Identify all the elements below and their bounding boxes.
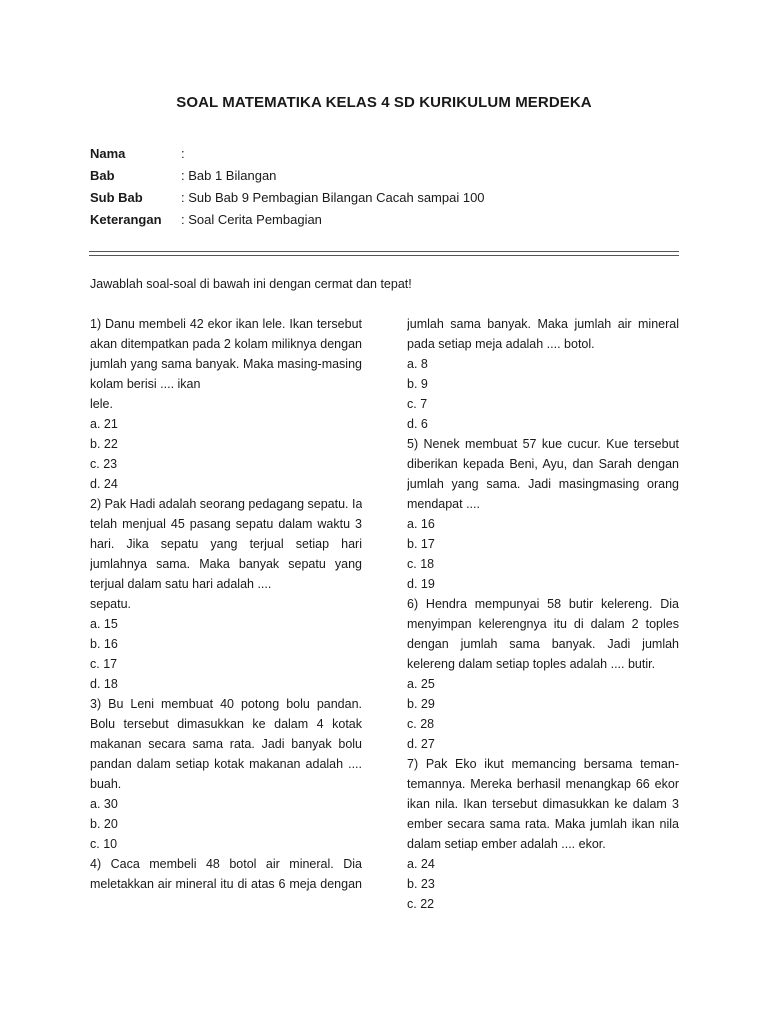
question-line: a. 30 [90,797,118,811]
question-line: a. 24 [407,857,435,871]
question-line: ember secara sama rata. Maka jumlah ikan nila [407,817,679,831]
question-line: d. 6 [407,417,428,431]
question-line: b. 9 [407,377,428,391]
divider-line [89,255,679,256]
meta-value: : Sub Bab 9 Pembagian Bilangan Cacah sampai 100 [181,190,485,205]
question-line: b. 29 [407,697,435,711]
question-line: meletakkan air mineral itu di atas 6 meja dengan [90,877,362,891]
question-line: kelereng dalam setiap toples adalah .... butir. [407,657,656,671]
question-line: a. 16 [407,517,435,531]
meta-label: Keterangan [90,212,162,227]
question-line: c. 17 [90,657,118,671]
question-line: c. 23 [90,457,118,471]
question-line: c. 22 [407,897,435,911]
question-line: menyimpan kelerengnya itu di dalam 2 toples [407,617,679,631]
question-line: makanan secara sama rata. Jadi banyak bolu [90,737,362,751]
meta-value: : [181,146,185,161]
meta-row-nama [90,143,485,165]
question-line: dalam setiap ember adalah .... ekor. [407,837,606,851]
question-line: jumlah yang sama banyak. Maka masing-masing [90,357,362,371]
page-title: SOAL MATEMATIKA KELAS 4 SD KURIKULUM MERDEKA [176,94,592,111]
question-line: 6) Hendra mempunyai 58 butir kelereng. Dia [407,597,679,611]
question-line: 7) Pak Eko ikut memancing bersama teman- [407,757,679,771]
question-line: 3) Bu Leni membuat 40 potong bolu pandan. [90,697,362,711]
question-line: ikan nila. Ikan tersebut dimasukkan ke dalam 3 [407,797,679,811]
question-line: sepatu. [90,597,132,611]
instruction-text: Jawablah soal-soal di bawah ini dengan cermat dan tepat! [90,277,412,291]
question-line: telah menjual 45 pasang sepatu dalam waktu 3 [90,517,362,531]
question-line: jumlahnya sama. Maka banyak sepatu yang [90,557,362,571]
question-line: Bolu tersebut dimasukkan ke dalam 4 kotak [90,717,362,731]
question-line: b. 16 [90,637,118,651]
question-line: a. 21 [90,417,118,431]
divider-line [89,251,679,252]
question-line: c. 7 [407,397,428,411]
question-line: kolam berisi .... ikan [90,377,201,391]
meta-value: : Soal Cerita Pembagian [181,212,322,227]
left-column [90,314,362,894]
right-column [407,314,679,914]
question-line: lele. [90,397,113,411]
question-line: diberikan kepada Beni, Ayu, dan Sarah dengan [407,457,679,471]
question-line: terjual dalam satu hari adalah .... [90,577,272,591]
question-line: jumlah sama banyak. Maka jumlah air mineral [407,317,679,331]
question-line: b. 22 [90,437,118,451]
meta-row-bab [90,165,485,187]
question-line: akan ditempatkan pada 2 kolam miliknya dengan [90,337,362,351]
question-line: d. 24 [90,477,118,491]
question-line: c. 28 [407,717,435,731]
identity-block [90,143,485,231]
meta-row-sub-bab [90,187,485,209]
meta-row-keterangan [90,209,485,231]
question-line: pada setiap meja adalah .... botol. [407,337,595,351]
question-line: b. 23 [407,877,435,891]
question-line: c. 10 [90,837,118,851]
question-line: d. 19 [407,577,435,591]
question-line: 2) Pak Hadi adalah seorang pedagang sepatu. Ia [90,497,362,511]
question-line: a. 15 [90,617,118,631]
question-line: jumlah yang sama. Jadi masingmasing orang [407,477,679,491]
question-line: pandan dalam setiap kotak makanan adalah .... [90,757,362,771]
question-line: hari. Jika sepatu yang terjual setiap hari [90,537,362,551]
question-line: dengan jumlah sama banyak. Jadi jumlah [407,637,679,651]
meta-label: Bab [90,168,115,183]
question-line: temannya. Mereka berhasil menangkap 66 ekor [407,777,679,791]
question-line: 5) Nenek membuat 57 kue cucur. Kue tersebut [407,437,679,451]
meta-label: Nama [90,146,126,161]
question-line: 4) Caca membeli 48 botol air mineral. Dia [90,857,362,871]
meta-label: Sub Bab [90,190,143,205]
question-line: mendapat .... [407,497,480,511]
question-line: buah. [90,777,122,791]
meta-value: : Bab 1 Bilangan [181,168,277,183]
question-line: b. 20 [90,817,118,831]
question-line: 1) Danu membeli 42 ekor ikan lele. Ikan tersebut [90,317,362,331]
question-line: c. 18 [407,557,435,571]
question-line: a. 8 [407,357,428,371]
question-line: d. 27 [407,737,435,751]
question-line: b. 17 [407,537,435,551]
question-line: d. 18 [90,677,118,691]
question-line: a. 25 [407,677,435,691]
